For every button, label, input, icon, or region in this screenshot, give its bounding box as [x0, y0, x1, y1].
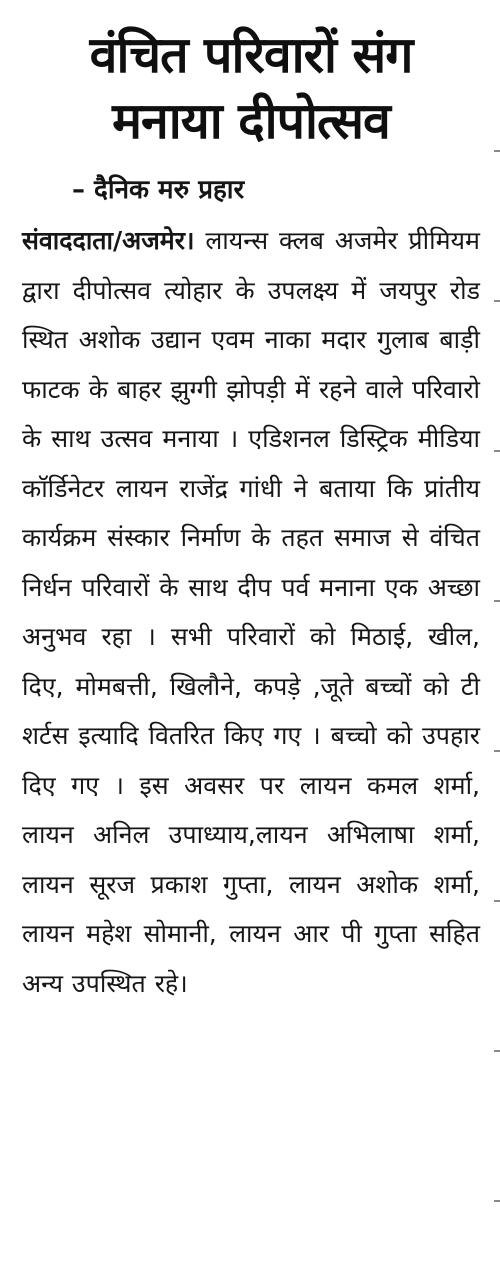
dateline: संवाददाता/अजमेर।: [22, 226, 195, 255]
column-edge-mark: [494, 1200, 500, 1202]
column-edge-mark: [494, 900, 500, 902]
column-edge-mark: [494, 750, 500, 752]
article-text: लायन्स क्लब अजमेर प्रीमियम द्वारा दीपोत्सव त्योहार के उपलक्ष्य में जयपुर रोड स्थित अशोक उद्यान एवम नाका मदार गुलाब बाड़ी फाटक के बाहर झुग्गी झोपड़ी में रहने वाले परिवारो के साथ उत्सव मनाया । एडिशनल डिस्ट्रिक मीडिया कॉर्डिनेटर लायन राजेंद्र गांधी ने बताया कि प्रांतीय कार्यक्रम संस्कार निर्माण के तहत समाज से वंचित निर्धन परिवारों के साथ दीप पर्व मनाना एक अच्छा अनुभव रहा । सभी परिवारों को मिठाई, खील, दिए, मोमबत्ती, खिलौने, कपड़े ,जूते बच्चों को टी शर्टस इत्यादि वितरित किए गए । बच्चो को उपहार दिए गए । इस अवसर पर लायन कमल शर्मा, लायन अनिल उपाध्याय,लायन अभिलाषा शर्मा, लायन सूरज प्रकाश गुप्ता, लायन अशोक शर्मा, लायन महेश सोमानी, लायन आर पी गुप्ता सहित अन्य उपस्थित रहे।: [22, 226, 480, 998]
column-edge-mark: [494, 600, 500, 602]
headline: [22, 0, 480, 154]
article-body: [22, 216, 480, 1008]
byline: – दैनिक मरु प्रहार: [72, 175, 245, 205]
column-edge-mark: [494, 300, 500, 302]
headline-line-1: वंचित परिवारों संग: [89, 26, 413, 84]
column-edge-mark: [494, 450, 500, 452]
column-edge-mark: [494, 1050, 500, 1052]
column-edge-mark: [494, 150, 500, 152]
headline-line-2: मनाया दीपोत्सव: [112, 92, 390, 150]
